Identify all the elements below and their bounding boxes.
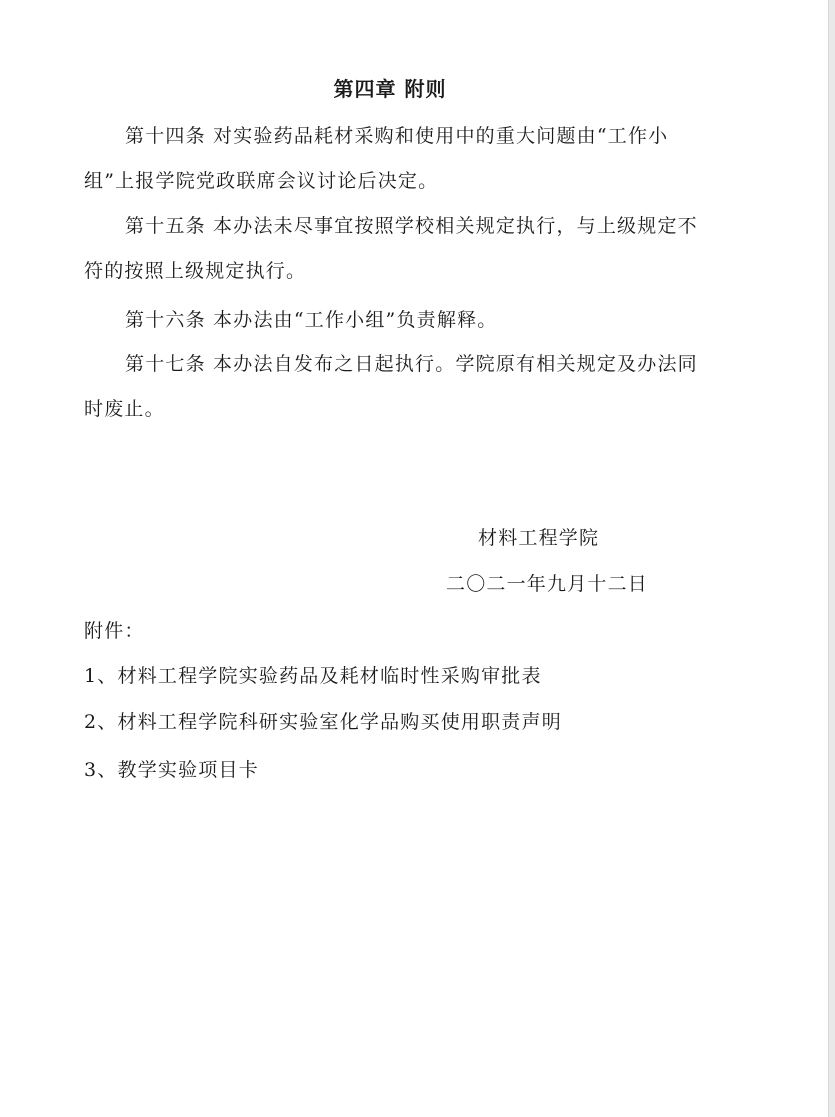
attachments-label: 附件： — [84, 620, 145, 642]
attachment-item: 2、材料工程学院科研实验室化学品购买使用职责声明 — [84, 711, 562, 733]
article-14-text: 第十四条 对实验药品耗材采购和使用中的重大问题由“工作小组”上报学院党政联席会议讨论后决定。 — [84, 125, 669, 192]
signature-date: 二〇二一年九月十二日 — [446, 573, 649, 595]
attachment-item: 3、教学实验项目卡 — [84, 759, 259, 781]
chapter-title: 第四章 附则 — [333, 77, 447, 101]
page-edge — [828, 0, 835, 1117]
article-15-text: 第十五条 本办法未尽事宜按照学校相关规定执行，与上级规定不符的按照上级规定执行。 — [84, 215, 698, 282]
article-14 — [84, 114, 704, 204]
article-16-text: 第十六条 本办法由“工作小组”负责解释。 — [125, 309, 498, 331]
attachment-item: 1、材料工程学院实验药品及耗材临时性采购审批表 — [84, 665, 542, 687]
article-16 — [84, 298, 704, 343]
article-15 — [84, 204, 704, 294]
article-17-text: 第十七条 本办法自发布之日起执行。学院原有相关规定及办法同时废止。 — [84, 353, 698, 420]
signature-organization: 材料工程学院 — [478, 527, 600, 549]
article-17 — [84, 342, 704, 432]
